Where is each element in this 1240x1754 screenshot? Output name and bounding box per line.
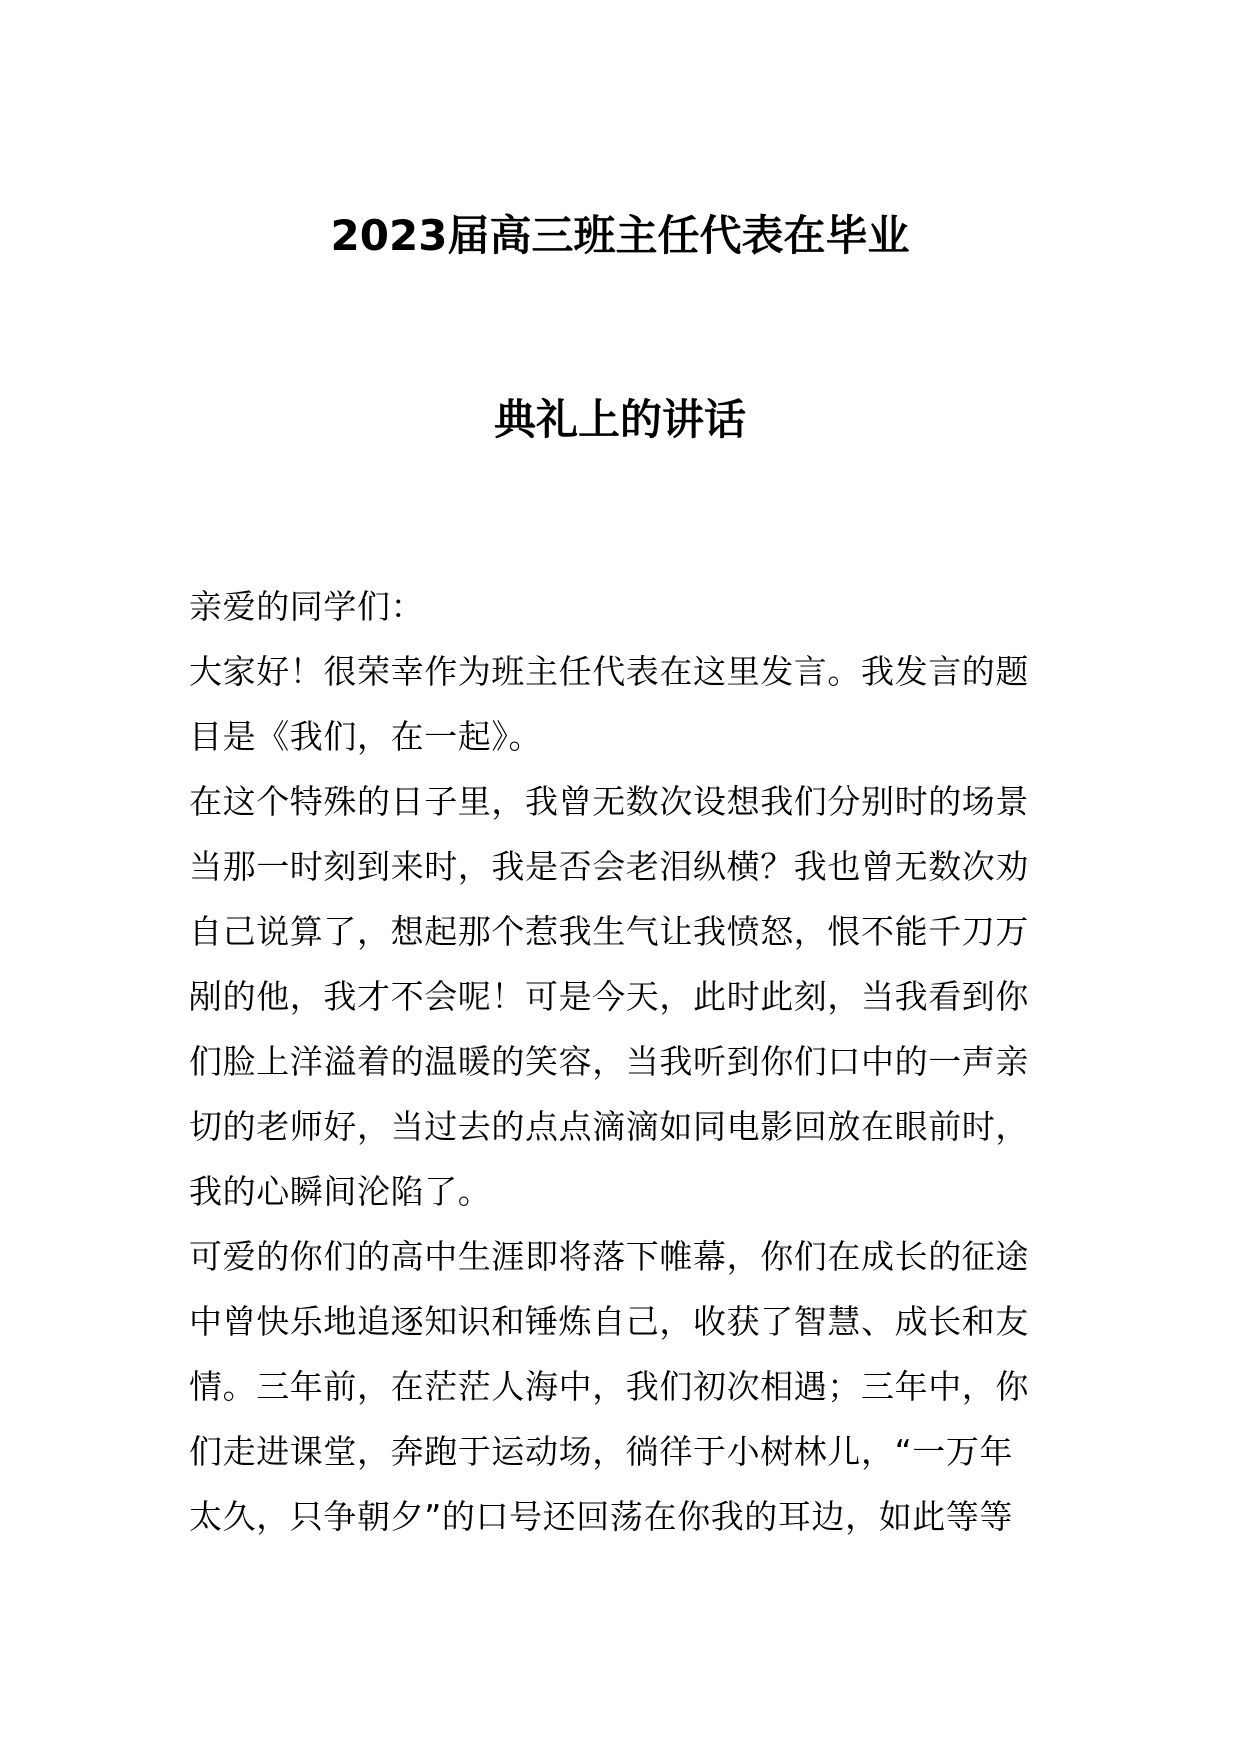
body-line: 在这个特殊的日子里，我曾无数次设想我们分别时的场景 — [189, 782, 1029, 821]
body-line: 情。三年前，在茫茫人海中，我们初次相遇；三年中，你 — [189, 1367, 1029, 1406]
body-line: 大家好！很荣幸作为班主任代表在这里发言。我发言的题 — [189, 652, 1029, 691]
body-line: 太久，只争朝夕”的口号还回荡在你我的耳边，如此等等 — [189, 1497, 1014, 1536]
body-line: 我的心瞬间沦陷了。 — [189, 1172, 492, 1211]
body-line: 当那一时刻到来时，我是否会老泪纵横？我也曾无数次劝 — [189, 847, 1029, 886]
body-line: 中曾快乐地追逐知识和锤炼自己，收获了智慧、成长和友 — [189, 1302, 1029, 1341]
salutation: 亲爱的同学们： — [189, 587, 425, 626]
body-line: 们脸上洋溢着的温暖的笑容，当我听到你们口中的一声亲 — [189, 1042, 1029, 1081]
speech-body — [189, 574, 1059, 1549]
body-line: 切的老师好，当过去的点点滴滴如同电影回放在眼前时， — [189, 1107, 1029, 1146]
document-title-line-1: 2023届高三班主任代表在毕业 — [330, 211, 910, 260]
body-line: 剐的他，我才不会呢！可是今天，此时此刻，当我看到你 — [189, 977, 1029, 1016]
body-line: 们走进课堂，奔跑于运动场，徜徉于小树林儿，“一万年 — [189, 1432, 1014, 1471]
document-title-line-2: 典礼上的讲话 — [493, 395, 746, 444]
body-line: 可爱的你们的高中生涯即将落下帷幕，你们在成长的征途 — [189, 1237, 1029, 1276]
body-line: 自己说算了，想起那个惹我生气让我愤怒，恨不能千刀万 — [189, 912, 1029, 951]
body-line: 目是《我们，在一起》。 — [189, 717, 543, 756]
